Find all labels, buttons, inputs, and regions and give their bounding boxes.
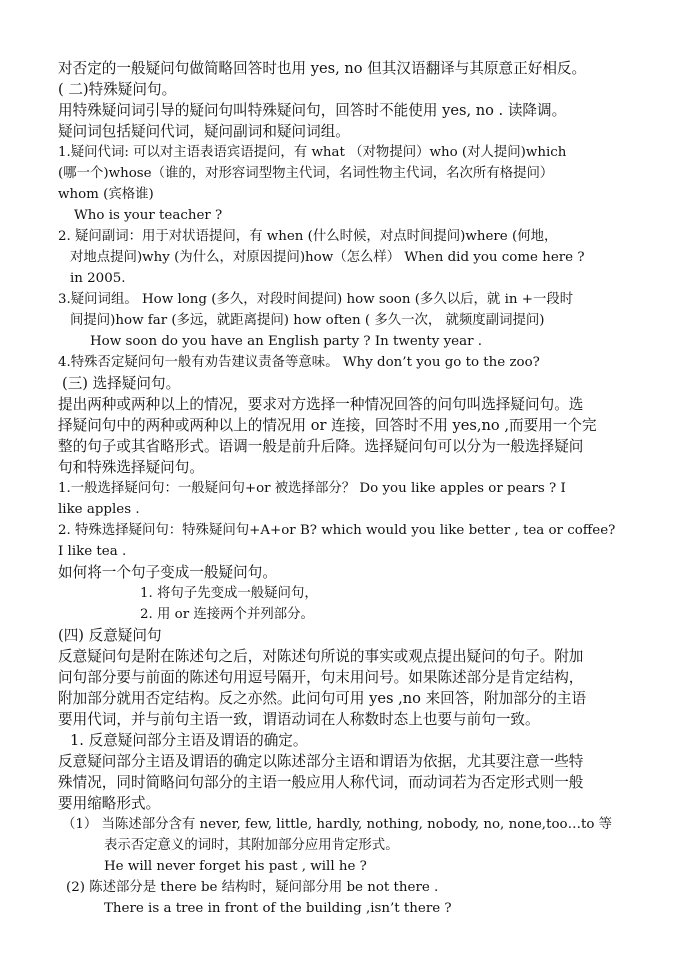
text-line: 反意疑问部分主语及谓语的确定以陈述部分主语和谓语为依据，尤其要注意一些特	[58, 753, 584, 770]
text-line: 用特殊疑问词引导的疑问句叫特殊疑问句，回答时不能使用 yes, no . 读降调。	[58, 102, 567, 119]
list-item: 1. 将句子先变成一般疑问句，	[140, 586, 318, 601]
text-line: 要用代词，并与前句主语一致，谓语动词在人称数时态上也要与前句一致。	[58, 711, 540, 728]
section-heading: ( 二)特殊疑问句。	[58, 81, 177, 98]
text-line: 择疑问句中的两种或两种以上的情况用 or 连接，回答时不用 yes,no ,而要用一个完	[58, 417, 597, 434]
list-item: 1. 反意疑问部分主语及谓语的确定。	[70, 732, 308, 749]
text-line: 3.疑问词组。 How long (多久，对段时间提问) how soon (多久以后，就 in +一段时	[58, 292, 574, 307]
text-line: 整的句子或其省略形式。语调一般是前升后降。选择疑问句可以分为一般选择疑问	[58, 438, 584, 455]
text-line: like apples .	[58, 502, 140, 517]
example-sentence: He will never forget his past , will he ?	[104, 859, 367, 874]
text-line: 间提问)how far (多远，就距离提问) how often ( 多久一次， 就频度副词提问)	[70, 313, 545, 328]
text-line: (哪一个)whose（谁的，对形容词型物主代词，名词性物主代词，名次所有格提问）	[58, 166, 554, 181]
list-item: 2. 用 or 连接两个并列部分。	[140, 607, 314, 622]
example-sentence: How soon do you have an English party ? In twenty year .	[90, 334, 482, 349]
section-heading: (四) 反意疑问句	[58, 627, 162, 644]
text-line: 问句部分要与前面的陈述句用逗号隔开，句末用问号。如果陈述部分是肯定结构，	[58, 669, 584, 686]
text-line: 1.一般选择疑问句：一般疑问句+or 被选择部分？ Do you like apples or pears ? I	[58, 481, 566, 496]
example-sentence: Who is your teacher ?	[74, 208, 223, 223]
text-line: 对否定的一般疑问句做简略回答时也用 yes, no 但其汉语翻译与其原意正好相反。	[58, 60, 587, 77]
text-line: I like tea .	[58, 544, 127, 559]
text-line: 如何将一个句子变成一般疑问句。	[58, 564, 277, 581]
text-line: 殊情况，同时简略问句部分的主语一般应用人称代词，而动词若为否定形式则一般	[58, 774, 584, 791]
text-line: 对地点提问)why (为什么，对原因提问)how（怎么样） When did you come here ?	[70, 250, 585, 265]
example-sentence: There is a tree in front of the building ,isn’t there ?	[104, 901, 452, 916]
text-line: 2. 特殊选择疑问句：特殊疑问句+A+or B? which would you like better , tea or coffee?	[58, 523, 616, 538]
text-line: 附加部分就用否定结构。反之亦然。此问句可用 yes ,no 来回答，附加部分的主语	[58, 690, 587, 707]
text-line: whom (宾格谁)	[58, 187, 154, 202]
text-line: 1.疑问代词: 可以对主语表语宾语提问，有 what （对物提问）who (对人提问)which	[58, 145, 567, 160]
section-heading: (三) 选择疑问句。	[62, 375, 181, 392]
text-line: 2. 疑问副词：用于对状语提问，有 when (什么时候，对点时间提问)where (何地，	[58, 229, 558, 244]
text-line: 要用缩略形式。	[58, 795, 161, 812]
text-line: in 2005.	[70, 271, 126, 286]
list-item: (2) 陈述部分是 there be 结构时，疑问部分用 be not there .	[66, 880, 439, 895]
text-line: 句和特殊选择疑问句。	[58, 459, 204, 476]
text-line: 表示否定意义的词时，其附加部分应用肯定形式。	[104, 838, 399, 853]
list-item: （1） 当陈述部分含有 never, few, little, hardly, nothing, nobody, no, none,too…to 等	[62, 817, 613, 832]
text-line: 提出两种或两种以上的情况，要求对方选择一种情况回答的问句叫选择疑问句。选	[58, 396, 584, 413]
text-line: 4.特殊否定疑问句一般有劝告建议责备等意味。 Why don’t you go to the zoo?	[58, 355, 540, 370]
text-line: 反意疑问句是附在陈述句之后，对陈述句所说的事实或观点提出疑问的句子。附加	[58, 648, 584, 665]
text-line: 疑问词包括疑问代词，疑问副词和疑问词组。	[58, 123, 350, 140]
